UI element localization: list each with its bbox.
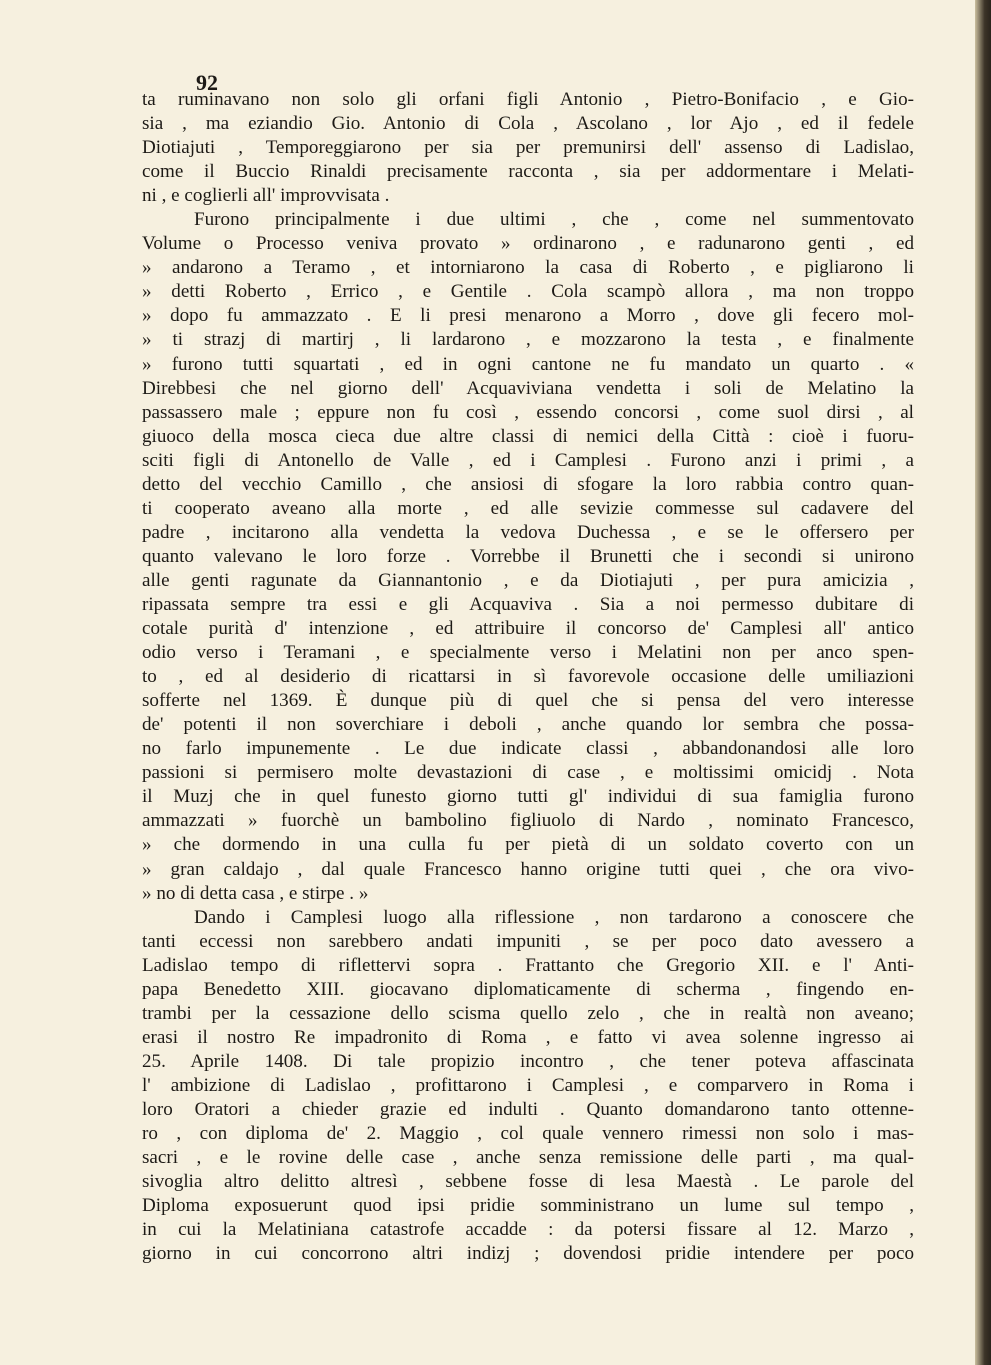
text-line: papa Benedetto XIII. giocavano diplomaticamente di scherma , fingendo en-	[142, 978, 914, 1000]
text-line: l' ambizione di Ladislao , profittarono i Camplesi , e comparvero in Roma i	[142, 1074, 914, 1096]
text-line: » ti strazj di martirj , li lardarono , e mozzarono la testa , e finalmente	[142, 329, 914, 351]
text-line: sia , ma eziandio Gio. Antonio di Cola , Ascolano , lor Ajo , ed il fedele	[142, 113, 914, 135]
text-line: ni , e coglierli all' improvvisata .	[142, 185, 390, 207]
page-number: 92	[196, 70, 218, 95]
text-line: sivoglia altro delitto altresì , sebbene fosse di lesa Maestà . Le parole del	[142, 1171, 914, 1193]
text-line: » che dormendo in una culla fu per pietà di un soldato coverto con un	[142, 834, 914, 856]
text-line: giuoco della mosca cieca due altre classi di nemici della Città : cioè i fuoru-	[142, 425, 914, 447]
text-line: passioni si permisero molte devastazioni di case , e moltissimi omicidj . Nota	[142, 762, 914, 784]
body-text	[142, 88, 914, 1266]
paragraph	[142, 906, 914, 1267]
text-line: giorno in cui concorrono altri indizj ; dovendosi pridie intendere per poco	[142, 1243, 914, 1265]
text-line: quanto valevano le loro forze . Vorrebbe il Brunetti che i secondi si unirono	[142, 545, 914, 567]
text-line: ta ruminavano non solo gli orfani figli Antonio , Pietro-Bonifacio , e Gio-	[142, 89, 914, 110]
text-line: sciti figli di Antonello de Valle , ed i Camplesi . Furono anzi i primi , a	[142, 449, 914, 471]
text-line: ammazzati » fuorchè un bambolino figliuolo di Nardo , nominato Francesco,	[142, 810, 914, 832]
text-line: cotale purità d' intenzione , ed attribuire il concorso de' Camplesi all' antico	[142, 618, 914, 640]
text-line: il Muzj che in quel funesto giorno tutti gl' individui di sua famiglia furono	[142, 786, 914, 808]
text-line: » detti Roberto , Errico , e Gentile . Cola scampò allora , ma non troppo	[142, 281, 914, 303]
paragraph	[142, 88, 914, 208]
text-line: ti cooperato aveano alla morte , ed alle sevizie commesse sul cadavere del	[142, 497, 914, 519]
text-line: Volume o Processo veniva provato » ordinarono , e radunarono genti , ed	[142, 233, 914, 255]
text-line: to , ed al desiderio di ricattarsi in sì favorevole occasione delle umiliazioni	[142, 666, 914, 688]
text-line: ro , con diploma de' 2. Maggio , col quale vennero rimessi non solo i mas-	[142, 1123, 914, 1145]
text-line: de' potenti il non soverchiare i deboli , anche quando lor sembra che possa-	[142, 714, 914, 736]
text-line: no farlo impunemente . Le due indicate classi , abbandonandosi alle loro	[142, 738, 914, 760]
text-line: » andarono a Teramo , et intorniarono la casa di Roberto , e pigliarono li	[142, 257, 914, 279]
text-line: Dando i Camplesi luogo alla riflessione , non tardarono a conoscere che	[194, 906, 914, 928]
text-line: sofferte nel 1369. È dunque più di quel che si pensa del vero interesse	[142, 690, 914, 712]
text-line: odio verso i Teramani , e specialmente verso i Melatini non per anco spen-	[142, 642, 914, 664]
text-line: trambi per la cessazione dello scisma quello zelo , che in realtà non aveano;	[142, 1002, 914, 1024]
text-line: Diploma exposuerunt quod ipsi pridie somministrano un lume sul tempo ,	[142, 1195, 914, 1217]
text-line: ripassata sempre tra essi e gli Acquaviva . Sia a noi permesso dubitare di	[142, 593, 914, 615]
text-line: passassero male ; eppure non fu così , essendo concorsi , come suol dirsi , al	[142, 401, 914, 423]
text-line: tanti eccessi non sarebbero andati impuniti , se per poco dato avessero a	[142, 930, 914, 952]
text-line: Ladislao tempo di riflettervi sopra . Frattanto che Gregorio XII. e l' Anti-	[142, 954, 914, 976]
text-line: sacri , e le rovine delle case , anche senza remissione delle parti , ma qual-	[142, 1147, 914, 1169]
text-line: » gran caldajo , dal quale Francesco hanno origine tutti quei , che ora vivo-	[142, 858, 914, 880]
book-spine-shadow	[975, 0, 991, 1365]
text-line: come il Buccio Rinaldi precisamente racconta , sia per addormentare i Melati-	[142, 161, 914, 183]
text-line: erasi il nostro Re impadronito di Roma , e fatto vi avea solenne ingresso ai	[142, 1026, 914, 1048]
text-line: 25. Aprile 1408. Di tale propizio incontro , che tener poteva affascinata	[142, 1050, 914, 1072]
text-line: » dopo fu ammazzato . E li presi menarono a Morro , dove gli fecero mol-	[142, 305, 914, 327]
text-line: » furono tutti squartati , ed in ogni cantone ne fu mandato un quarto . «	[142, 353, 914, 375]
text-line: padre , incitarono alla vendetta la vedova Duchessa , e se le offersero per	[142, 521, 914, 543]
text-line: Furono principalmente i due ultimi , che , come nel summentovato	[194, 209, 914, 231]
text-line: detto del vecchio Camillo , che ansiosi di sfogare la loro rabbia contro quan-	[142, 473, 914, 495]
paragraph	[142, 208, 914, 905]
text-line: alle genti ragunate da Giannantonio , e da Diotiajuti , per pura amicizia ,	[142, 569, 914, 591]
text-line: Diotiajuti , Temporeggiarono per sia per premunirsi dell' assenso di Ladislao,	[142, 137, 914, 159]
text-line: in cui la Melatiniana catastrofe accadde : da potersi fissare al 12. Marzo ,	[142, 1219, 914, 1241]
text-line: Direbbesi che nel giorno dell' Acquaviviana vendetta i soli de Melatino la	[142, 377, 914, 399]
text-line: loro Oratori a chieder grazie ed indulti . Quanto domandarono tanto ottenne-	[142, 1098, 914, 1120]
text-line: » no di detta casa , e stirpe . »	[142, 882, 369, 904]
